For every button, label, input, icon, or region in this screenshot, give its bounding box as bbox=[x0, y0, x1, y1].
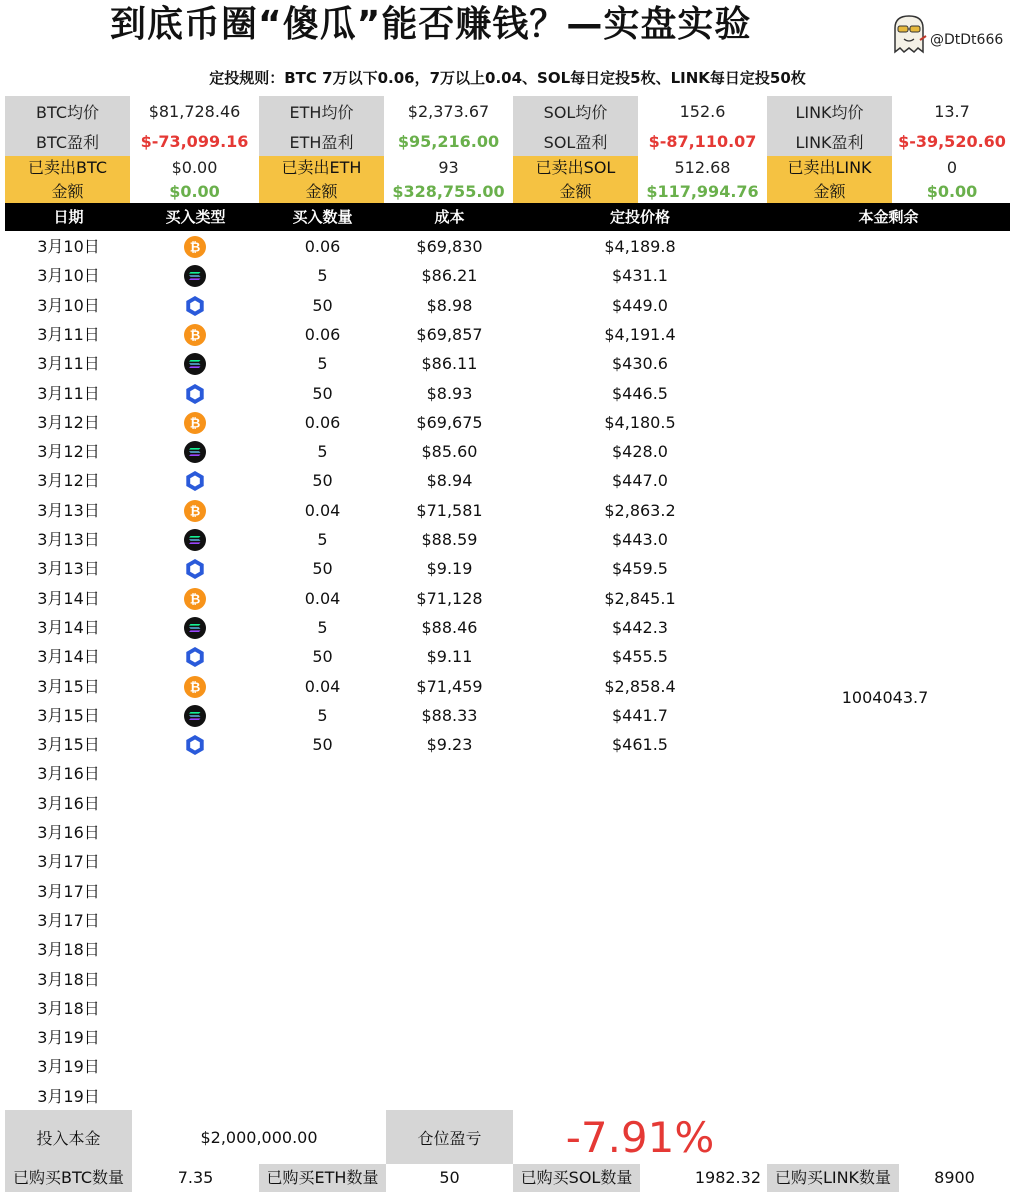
sol-bought-label: 已购买SOL数量 bbox=[513, 1164, 640, 1192]
row-date: 3月17日 bbox=[37, 910, 100, 930]
page-title: 到底币圈“傻瓜”能否赚钱？—实盘实验 bbox=[110, 4, 752, 45]
footer-summary bbox=[5, 1110, 1010, 1164]
table-row bbox=[5, 906, 1010, 935]
row-date: 3月19日 bbox=[37, 1028, 100, 1048]
eth-sold-qty: 93 bbox=[438, 158, 459, 177]
table-row bbox=[5, 437, 1010, 466]
header-date: 日期 bbox=[53, 208, 84, 226]
row-date: 3月19日 bbox=[37, 1086, 100, 1106]
row-price: $441.7 bbox=[612, 705, 668, 725]
sol-bought-value: 1982.32 bbox=[694, 1168, 761, 1187]
header-price: 定投价格 bbox=[609, 208, 670, 226]
link-sold-label-line2: 金额 bbox=[813, 182, 846, 201]
row-qty: 50 bbox=[312, 735, 333, 755]
row-date: 3月17日 bbox=[37, 881, 100, 901]
table-row bbox=[5, 818, 1010, 847]
investment-rule: 定投规则：BTC 7万以下0.06，7万以上0.04、SOL每日定投5枚、LINK每日定投50枚 bbox=[209, 69, 806, 87]
row-cost: $71,581 bbox=[416, 500, 483, 520]
row-cost: $88.33 bbox=[421, 705, 478, 725]
row-date: 3月15日 bbox=[37, 676, 100, 696]
header-type: 买入类型 bbox=[165, 208, 226, 226]
eth-avg-label: ETH均价 bbox=[259, 96, 384, 126]
row-qty: 50 bbox=[312, 295, 333, 315]
table-row bbox=[5, 349, 1010, 378]
row-price: $2,845.1 bbox=[604, 588, 676, 608]
sol-sold-amount: $117,994.76 bbox=[646, 182, 759, 201]
solana-icon bbox=[183, 440, 207, 464]
bitcoin-icon bbox=[183, 675, 207, 699]
table-row bbox=[5, 877, 1010, 906]
link-sold-label-line1: 已卖出LINK bbox=[787, 158, 872, 177]
btc-bought-label: 已购买BTC数量 bbox=[5, 1164, 132, 1192]
svg-text:₿: ₿ bbox=[189, 416, 201, 432]
table-row bbox=[5, 789, 1010, 818]
chainlink-icon bbox=[183, 382, 207, 406]
table-row bbox=[5, 232, 1010, 261]
row-qty: 5 bbox=[317, 442, 328, 462]
chainlink-icon bbox=[183, 469, 207, 493]
row-date: 3月11日 bbox=[37, 324, 100, 344]
row-date: 3月16日 bbox=[37, 823, 100, 842]
row-date: 3月18日 bbox=[37, 998, 100, 1018]
row-cost: $9.11 bbox=[426, 647, 473, 667]
table-row bbox=[5, 291, 1010, 320]
link-bought-label: 已购买LINK数量 bbox=[767, 1164, 899, 1192]
svg-text:₿: ₿ bbox=[189, 504, 201, 520]
link-sold-label bbox=[767, 156, 892, 204]
row-date: 3月12日 bbox=[37, 442, 100, 462]
link-pnl-label: LINK盈利 bbox=[767, 126, 892, 156]
handle-text: @DtDt666 bbox=[930, 32, 1004, 48]
table-row bbox=[5, 496, 1010, 525]
eth-pnl-value: $95,216.00 bbox=[397, 131, 500, 151]
table-row bbox=[5, 1023, 1010, 1052]
row-cost: $8.93 bbox=[426, 383, 473, 403]
row-date: 3月16日 bbox=[37, 764, 100, 784]
table-row bbox=[5, 466, 1010, 495]
sol-avg-value: 152.6 bbox=[679, 101, 726, 121]
btc-sold-amount: $0.00 bbox=[169, 182, 220, 201]
svg-text:₿: ₿ bbox=[189, 328, 201, 344]
btc-sold-qty: $0.00 bbox=[171, 158, 218, 177]
position-pnl-label: 仓位盈亏 bbox=[386, 1110, 513, 1164]
row-price: $2,858.4 bbox=[604, 676, 676, 696]
btc-sold-values bbox=[132, 156, 257, 204]
table-row bbox=[5, 613, 1010, 642]
link-sold-qty: 0 bbox=[946, 158, 958, 177]
row-date: 3月13日 bbox=[37, 530, 100, 549]
sol-sold-label-line2: 金额 bbox=[559, 182, 592, 201]
btc-pnl-label: BTC盈利 bbox=[5, 126, 130, 156]
chainlink-icon bbox=[183, 557, 207, 581]
eth-bought-value: 50 bbox=[439, 1168, 460, 1187]
chainlink-icon bbox=[183, 294, 207, 318]
svg-text:₿: ₿ bbox=[189, 592, 201, 608]
table-row bbox=[5, 408, 1010, 437]
row-date: 3月11日 bbox=[37, 383, 100, 403]
row-date: 3月10日 bbox=[37, 295, 100, 315]
row-date: 3月14日 bbox=[37, 647, 100, 667]
table-row bbox=[5, 759, 1010, 788]
sol-pnl-value: $-87,110.07 bbox=[648, 131, 757, 151]
sol-pnl-label: SOL盈利 bbox=[513, 126, 638, 156]
row-qty: 50 bbox=[312, 383, 333, 403]
sol-sold-qty: 512.68 bbox=[674, 158, 731, 177]
row-cost: $69,675 bbox=[416, 412, 483, 432]
row-cost: $88.46 bbox=[421, 617, 478, 637]
link-bought-value: 8900 bbox=[934, 1168, 975, 1187]
row-cost: $9.23 bbox=[426, 735, 473, 755]
table-row bbox=[5, 965, 1010, 994]
row-cost: $86.21 bbox=[421, 266, 478, 286]
ghost-avatar-icon bbox=[890, 14, 928, 54]
sol-sold-label-line1: 已卖出SOL bbox=[535, 158, 616, 177]
row-qty: 0.04 bbox=[304, 588, 341, 608]
row-price: $4,191.4 bbox=[604, 324, 676, 344]
btc-sold-label-line2: 金额 bbox=[51, 182, 84, 201]
eth-pnl-label: ETH盈利 bbox=[259, 126, 384, 156]
table-row bbox=[5, 379, 1010, 408]
btc-sold-label-line1: 已卖出BTC bbox=[28, 158, 107, 177]
solana-icon bbox=[183, 528, 207, 552]
row-date: 3月15日 bbox=[37, 705, 100, 725]
row-date: 3月15日 bbox=[37, 735, 100, 755]
link-sold-values bbox=[894, 156, 1010, 204]
row-cost: $71,459 bbox=[416, 676, 483, 696]
table-row bbox=[5, 847, 1010, 876]
row-price: $443.0 bbox=[612, 530, 668, 549]
solana-icon bbox=[183, 616, 207, 640]
bitcoin-icon bbox=[183, 587, 207, 611]
row-price: $442.3 bbox=[612, 617, 668, 637]
row-date: 3月13日 bbox=[37, 559, 100, 579]
remaining-principal: 1004043.7 bbox=[841, 688, 929, 707]
principal-label: 投入本金 bbox=[5, 1110, 132, 1164]
row-qty: 0.04 bbox=[304, 500, 341, 520]
table-row bbox=[5, 584, 1010, 613]
table-row bbox=[5, 1082, 1010, 1111]
eth-sold-label-line2: 金额 bbox=[305, 182, 338, 201]
row-price: $449.0 bbox=[612, 295, 668, 315]
row-cost: $69,830 bbox=[416, 237, 483, 256]
table-header bbox=[5, 203, 1010, 231]
row-date: 3月14日 bbox=[37, 588, 100, 608]
row-price: $447.0 bbox=[612, 471, 668, 491]
btc-pnl-value: $-73,099.16 bbox=[140, 131, 249, 151]
link-pnl-value: $-39,520.60 bbox=[898, 131, 1006, 151]
table-row bbox=[5, 730, 1010, 759]
solana-icon bbox=[183, 704, 207, 728]
table-row bbox=[5, 1052, 1010, 1081]
sol-avg-label: SOL均价 bbox=[513, 96, 638, 126]
bitcoin-icon bbox=[183, 411, 207, 435]
header-qty: 买入数量 bbox=[292, 208, 353, 226]
btc-bought-value: 7.35 bbox=[177, 1168, 214, 1187]
author-handle bbox=[890, 14, 1012, 58]
row-price: $431.1 bbox=[612, 266, 668, 286]
btc-avg-label: BTC均价 bbox=[5, 96, 130, 126]
row-date: 3月16日 bbox=[37, 793, 100, 813]
row-price: $455.5 bbox=[612, 647, 668, 667]
row-qty: 5 bbox=[317, 705, 328, 725]
row-price: $2,863.2 bbox=[604, 500, 676, 520]
row-date: 3月12日 bbox=[37, 412, 100, 432]
row-price: $4,180.5 bbox=[604, 412, 676, 432]
row-qty: 5 bbox=[317, 266, 328, 286]
link-avg-value: 13.7 bbox=[934, 101, 970, 121]
row-qty: 5 bbox=[317, 617, 328, 637]
footer-holdings bbox=[5, 1164, 1010, 1192]
bitcoin-icon bbox=[183, 499, 207, 523]
row-qty: 50 bbox=[312, 647, 333, 667]
eth-avg-value: $2,373.67 bbox=[407, 101, 490, 121]
table-row bbox=[5, 935, 1010, 964]
row-cost: $86.11 bbox=[421, 354, 478, 374]
table-row bbox=[5, 261, 1010, 290]
row-date: 3月11日 bbox=[37, 354, 100, 374]
table-row bbox=[5, 554, 1010, 583]
header-remaining: 本金剩余 bbox=[858, 208, 919, 226]
row-cost: $85.60 bbox=[421, 442, 478, 462]
bitcoin-icon bbox=[183, 235, 207, 259]
row-price: $428.0 bbox=[612, 442, 668, 462]
sol-sold-values bbox=[640, 156, 765, 204]
row-qty: 0.06 bbox=[304, 412, 341, 432]
eth-sold-label bbox=[259, 156, 384, 204]
row-cost: $8.94 bbox=[426, 471, 473, 491]
row-date: 3月17日 bbox=[37, 852, 100, 872]
table-row bbox=[5, 642, 1010, 671]
table-row bbox=[5, 994, 1010, 1023]
principal-value: $2,000,000.00 bbox=[200, 1127, 318, 1147]
summary-panel bbox=[5, 96, 1010, 204]
sol-sold-label bbox=[513, 156, 638, 204]
chainlink-icon bbox=[183, 645, 207, 669]
row-qty: 5 bbox=[317, 354, 328, 374]
row-qty: 0.04 bbox=[304, 676, 341, 696]
row-qty: 50 bbox=[312, 559, 333, 579]
row-price: $430.6 bbox=[612, 354, 668, 374]
table-row bbox=[5, 525, 1010, 554]
row-price: $4,189.8 bbox=[604, 237, 676, 256]
eth-sold-label-line1: 已卖出ETH bbox=[281, 158, 362, 177]
row-date: 3月14日 bbox=[37, 617, 100, 637]
row-date: 3月18日 bbox=[37, 969, 100, 989]
row-date: 3月19日 bbox=[37, 1057, 100, 1077]
row-date: 3月10日 bbox=[37, 237, 100, 256]
row-cost: $9.19 bbox=[426, 559, 473, 579]
svg-text:₿: ₿ bbox=[189, 240, 201, 256]
eth-bought-label: 已购买ETH数量 bbox=[259, 1164, 386, 1192]
row-cost: $88.59 bbox=[421, 530, 478, 549]
row-qty: 5 bbox=[317, 530, 328, 549]
row-date: 3月12日 bbox=[37, 471, 100, 491]
bitcoin-icon bbox=[183, 323, 207, 347]
row-qty: 50 bbox=[312, 471, 333, 491]
solana-icon bbox=[183, 352, 207, 376]
eth-sold-values bbox=[386, 156, 511, 204]
row-price: $446.5 bbox=[612, 383, 668, 403]
position-pnl-value: -7.91% bbox=[565, 1112, 715, 1162]
row-date: 3月13日 bbox=[37, 500, 100, 520]
row-price: $461.5 bbox=[612, 735, 668, 755]
row-qty: 0.06 bbox=[304, 324, 341, 344]
row-date: 3月18日 bbox=[37, 940, 100, 960]
row-date: 3月10日 bbox=[37, 266, 100, 286]
eth-sold-amount: $328,755.00 bbox=[392, 182, 505, 201]
btc-sold-label bbox=[5, 156, 130, 204]
row-qty: 0.06 bbox=[304, 237, 341, 256]
link-avg-label: LINK均价 bbox=[767, 96, 892, 126]
solana-icon bbox=[183, 264, 207, 288]
row-cost: $8.98 bbox=[426, 295, 473, 315]
row-cost: $69,857 bbox=[416, 324, 483, 344]
chainlink-icon bbox=[183, 733, 207, 757]
table-row bbox=[5, 320, 1010, 349]
row-price: $459.5 bbox=[612, 559, 668, 579]
link-sold-amount: $0.00 bbox=[926, 182, 978, 201]
svg-text:₿: ₿ bbox=[189, 680, 201, 695]
btc-avg-value: $81,728.46 bbox=[148, 101, 241, 121]
header-cost: 成本 bbox=[434, 208, 465, 226]
row-cost: $71,128 bbox=[416, 588, 483, 608]
